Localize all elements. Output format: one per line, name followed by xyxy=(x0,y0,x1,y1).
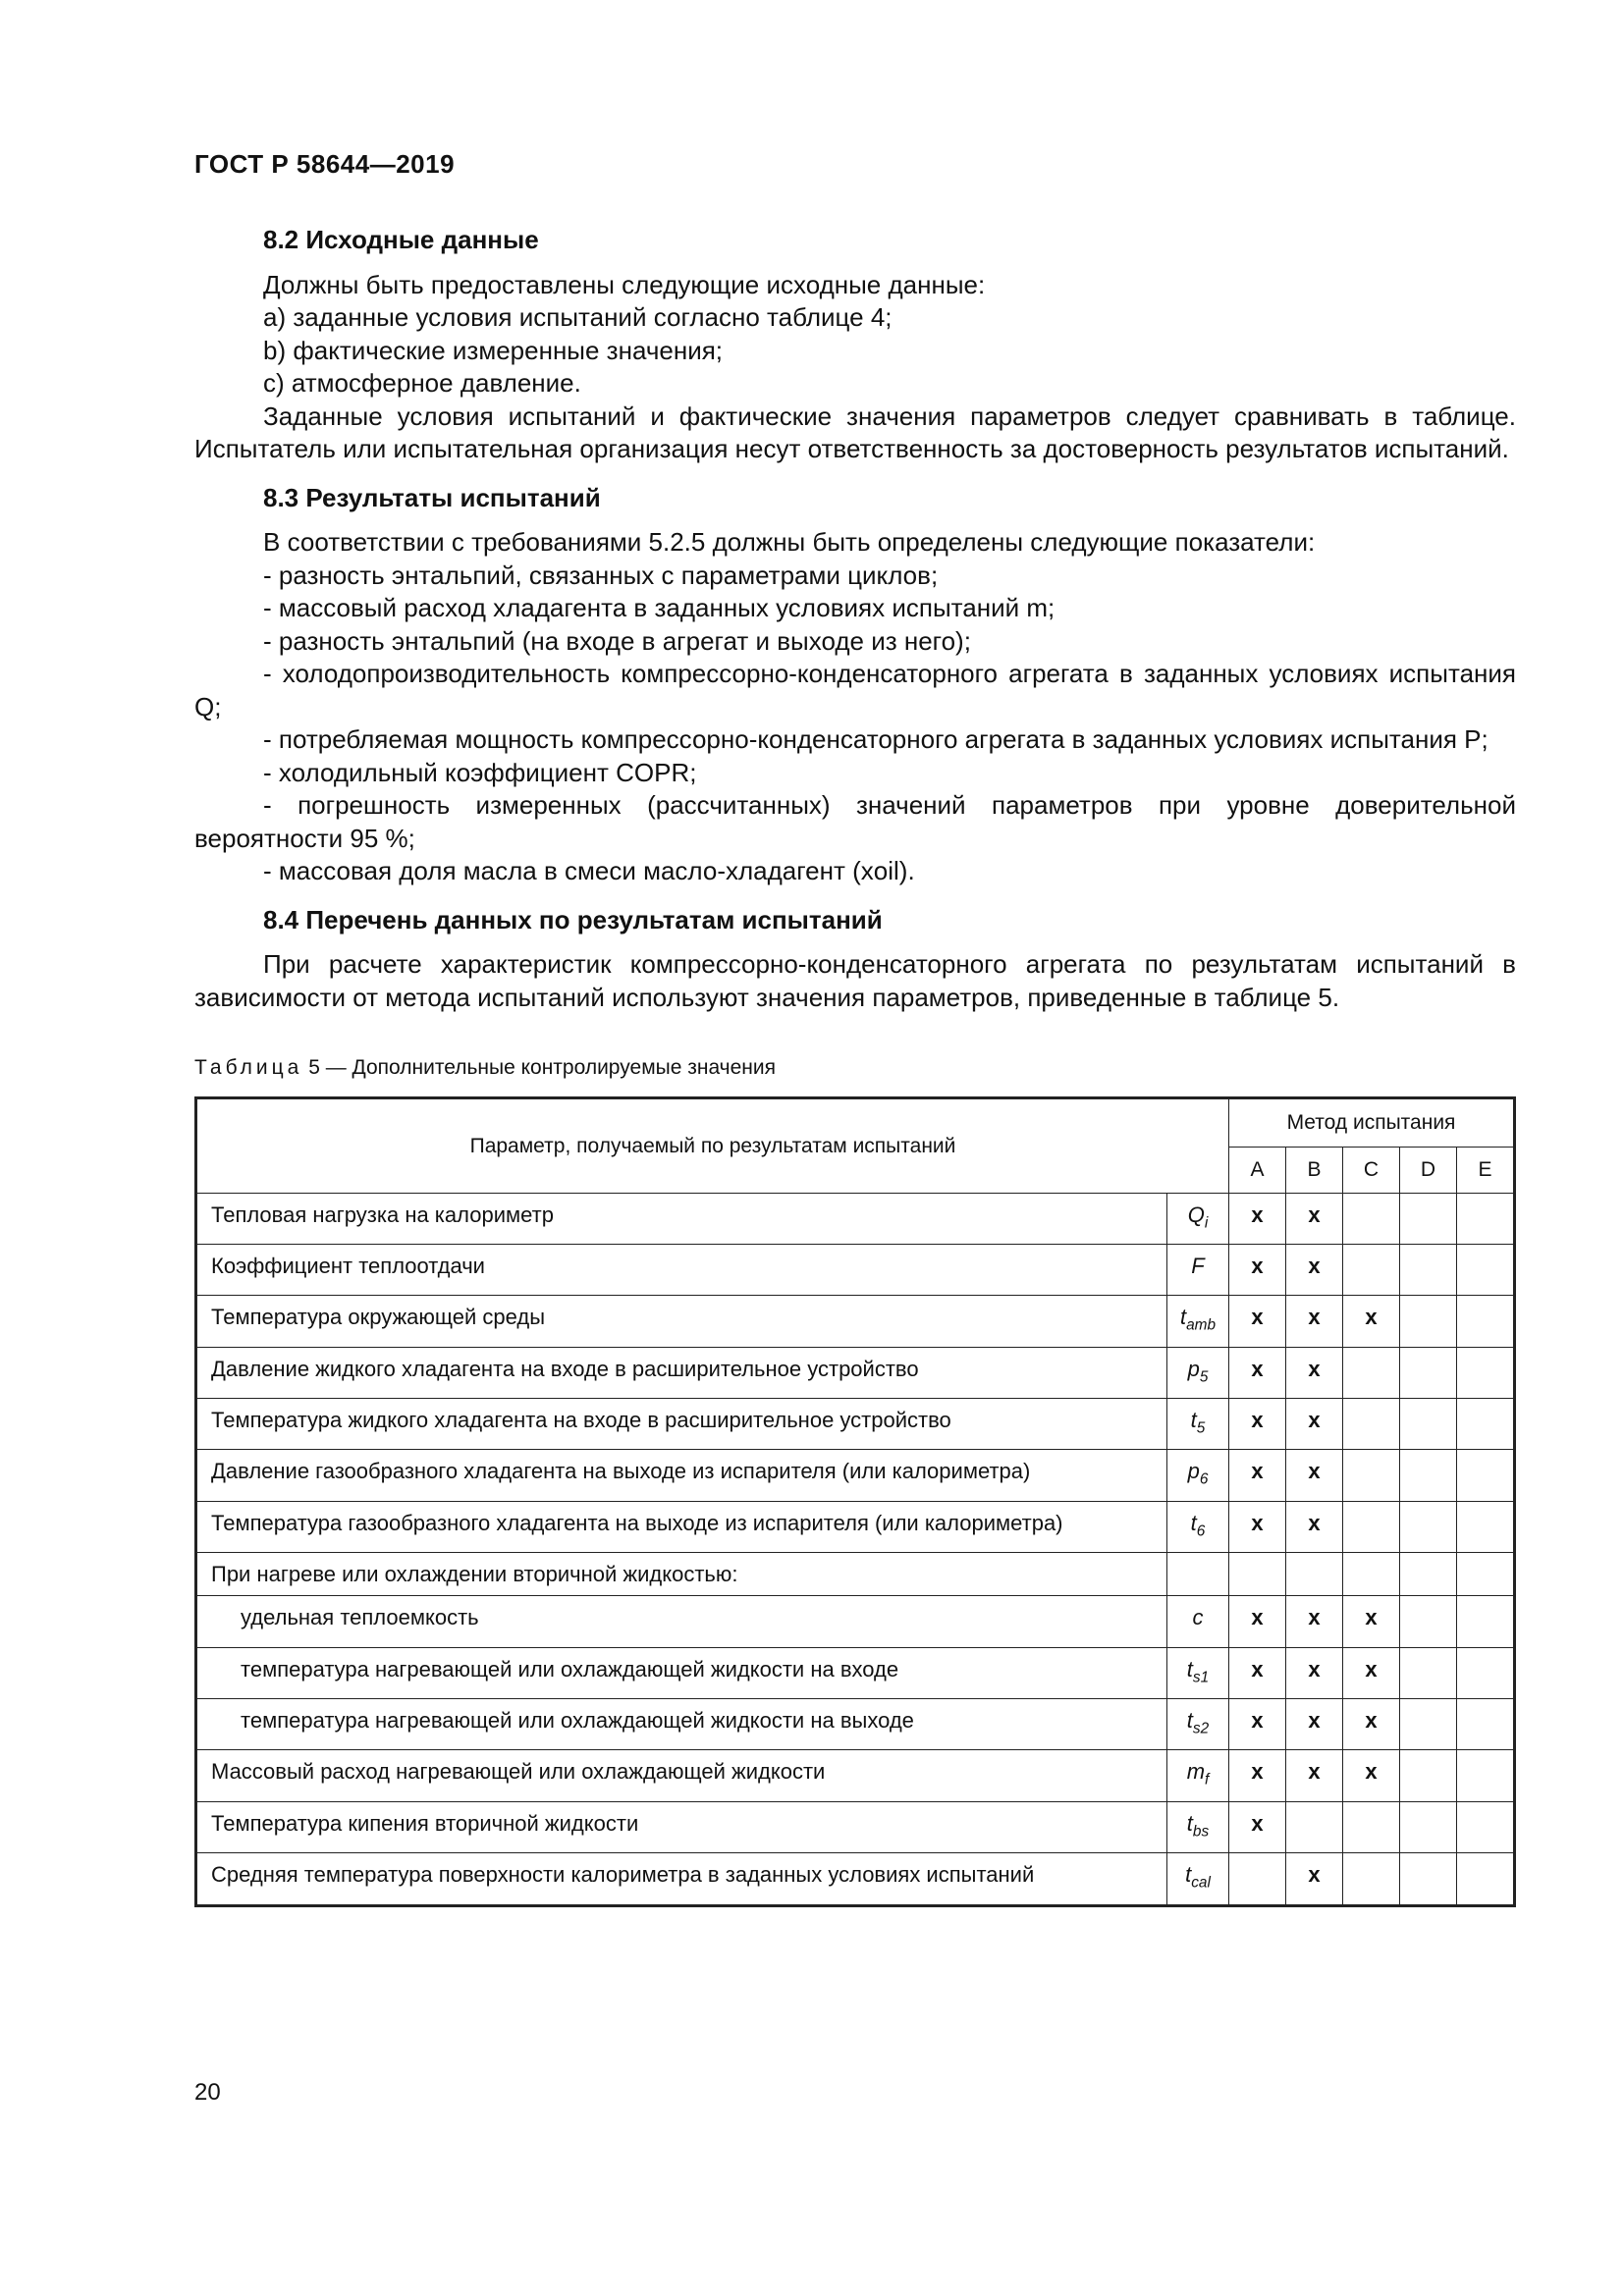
symbol-cell xyxy=(1167,1193,1229,1244)
method-mark-c: x xyxy=(1343,1647,1400,1698)
list-item: c) атмосферное давление. xyxy=(263,368,581,398)
page-number: 20 xyxy=(194,2079,221,2106)
method-mark-e xyxy=(1457,1801,1515,1852)
method-mark-a xyxy=(1229,1553,1286,1596)
method-mark-d xyxy=(1400,1399,1457,1450)
method-mark-d xyxy=(1400,1244,1457,1295)
symbol: p xyxy=(1187,1356,1200,1381)
symbol: t xyxy=(1190,1408,1197,1433)
method-mark-b xyxy=(1286,1801,1343,1852)
symbol-cell xyxy=(1167,1347,1229,1398)
symbol-cell xyxy=(1167,1244,1229,1295)
symbol: m xyxy=(1186,1759,1206,1785)
method-mark-b xyxy=(1286,1553,1343,1596)
symbol: t xyxy=(1190,1510,1197,1535)
method-mark-d xyxy=(1400,1596,1457,1647)
list-item: - массовый расход хладагента в заданных условиях испытаний m; xyxy=(263,593,1056,622)
symbol: t xyxy=(1186,1708,1193,1734)
method-e-header: E xyxy=(1457,1147,1515,1193)
param-cell: Давление жидкого хладагента на входе в расширительное устройство xyxy=(196,1347,1167,1398)
symbol-subscript: f xyxy=(1205,1771,1210,1789)
method-mark-e xyxy=(1457,1750,1515,1801)
list-item: - холодопроизводительность компрессорно-конденсаторного агрегата в заданных условиях испытания Q; xyxy=(194,659,1516,721)
symbol-cell xyxy=(1167,1750,1229,1801)
method-mark-a: x xyxy=(1229,1244,1286,1295)
method-mark-a: x xyxy=(1229,1193,1286,1244)
symbol: Q xyxy=(1187,1201,1205,1227)
param-cell: При нагреве или охлаждении вторичной жидкостью: xyxy=(196,1553,1167,1596)
method-mark-b: x xyxy=(1286,1750,1343,1801)
method-mark-c: x xyxy=(1343,1750,1400,1801)
symbol-cell xyxy=(1167,1647,1229,1698)
method-mark-e xyxy=(1457,1296,1515,1347)
method-mark-c xyxy=(1343,1553,1400,1596)
table-row xyxy=(196,1399,1515,1450)
symbol-cell xyxy=(1167,1801,1229,1852)
table-caption-label: Таблица xyxy=(194,1056,303,1079)
method-column-header: Метод испытания xyxy=(1229,1097,1515,1147)
list-item: - холодильный коэффициент COPR; xyxy=(263,757,697,787)
method-mark-a: x xyxy=(1229,1596,1286,1647)
method-mark-c xyxy=(1343,1399,1400,1450)
symbol-subscript: cal xyxy=(1191,1874,1211,1892)
symbol-cell xyxy=(1167,1699,1229,1750)
method-mark-b: x xyxy=(1286,1399,1343,1450)
method-mark-d xyxy=(1400,1647,1457,1698)
section-8-4-title: 8.4 Перечень данных по результатам испытаний xyxy=(263,904,883,934)
method-mark-a: x xyxy=(1229,1801,1286,1852)
symbol-subscript: s1 xyxy=(1192,1669,1210,1686)
table-row xyxy=(196,1553,1515,1596)
table-row xyxy=(196,1347,1515,1398)
table-row xyxy=(196,1647,1515,1698)
symbol-subscript: 6 xyxy=(1196,1522,1206,1540)
method-mark-b: x xyxy=(1286,1347,1343,1398)
table-caption xyxy=(194,1051,1516,1085)
method-mark-d xyxy=(1400,1553,1457,1596)
method-mark-b: x xyxy=(1286,1244,1343,1295)
symbol-cell xyxy=(1167,1296,1229,1347)
param-cell: Температура жидкого хладагента на входе в расширительное устройство xyxy=(196,1399,1167,1450)
method-mark-e xyxy=(1457,1699,1515,1750)
list-item: a) заданные условия испытаний согласно таблице 4; xyxy=(263,302,893,332)
param-cell: Массовый расход нагревающей или охлаждающей жидкости xyxy=(196,1750,1167,1801)
method-mark-d xyxy=(1400,1193,1457,1244)
symbol-subscript: 5 xyxy=(1199,1368,1209,1386)
method-mark-c xyxy=(1343,1450,1400,1501)
section-8-2-title: 8.2 Исходные данные xyxy=(263,225,539,254)
list-item: - погрешность измеренных (рассчитанных) значений параметров при уровне доверительной вероятности 95 %; xyxy=(194,790,1516,853)
section-8-2-paragraph: Заданные условия испытаний и фактические значения параметров следует сравнивать в таблице. Испытатель или испытательная организация несут ответственность за достоверность результатов испытаний. xyxy=(194,400,1516,463)
method-a-header: A xyxy=(1229,1147,1286,1193)
method-mark-a: x xyxy=(1229,1699,1286,1750)
symbol: p xyxy=(1187,1459,1200,1484)
method-mark-b: x xyxy=(1286,1699,1343,1750)
section-8-3-title: 8.3 Результаты испытаний xyxy=(263,482,601,512)
symbol: t xyxy=(1185,1862,1192,1888)
section-8-2-intro: Должны быть предоставлены следующие исходные данные: xyxy=(263,269,986,299)
method-mark-e xyxy=(1457,1347,1515,1398)
method-mark-a: x xyxy=(1229,1647,1286,1698)
method-mark-a: x xyxy=(1229,1750,1286,1801)
method-mark-e xyxy=(1457,1450,1515,1501)
param-cell: Температура газообразного хладагента на выходе из испарителя (или калориметра) xyxy=(196,1501,1167,1552)
param-cell: температура нагревающей или охлаждающей жидкости на выходе xyxy=(196,1699,1167,1750)
method-mark-c xyxy=(1343,1193,1400,1244)
method-mark-c: x xyxy=(1343,1699,1400,1750)
table-row xyxy=(196,1750,1515,1801)
symbol: t xyxy=(1186,1656,1193,1682)
param-cell: температура нагревающей или охлаждающей жидкости на входе xyxy=(196,1647,1167,1698)
symbol-cell xyxy=(1167,1501,1229,1552)
symbol: F xyxy=(1191,1253,1205,1278)
method-mark-e xyxy=(1457,1244,1515,1295)
method-mark-a: x xyxy=(1229,1501,1286,1552)
method-mark-e xyxy=(1457,1193,1515,1244)
table-row xyxy=(196,1853,1515,1905)
symbol-subscript: amb xyxy=(1186,1316,1217,1334)
method-mark-e xyxy=(1457,1596,1515,1647)
method-mark-c xyxy=(1343,1801,1400,1852)
method-mark-d xyxy=(1400,1347,1457,1398)
list-item: - разность энтальпий, связанных с параметрами циклов; xyxy=(263,560,939,590)
method-mark-a: x xyxy=(1229,1347,1286,1398)
table-row xyxy=(196,1244,1515,1295)
document-body xyxy=(194,224,1516,1907)
method-mark-e xyxy=(1457,1853,1515,1905)
method-mark-a: x xyxy=(1229,1450,1286,1501)
symbol-cell xyxy=(1167,1853,1229,1905)
symbol: t xyxy=(1179,1305,1187,1330)
method-mark-e xyxy=(1457,1647,1515,1698)
table-row xyxy=(196,1596,1515,1647)
table-row xyxy=(196,1296,1515,1347)
method-mark-a xyxy=(1229,1853,1286,1905)
method-mark-b: x xyxy=(1286,1296,1343,1347)
symbol-cell xyxy=(1167,1596,1229,1647)
table-row xyxy=(196,1501,1515,1552)
method-mark-e xyxy=(1457,1501,1515,1552)
param-cell: Давление газообразного хладагента на выходе из испарителя (или калориметра) xyxy=(196,1450,1167,1501)
method-mark-b: x xyxy=(1286,1501,1343,1552)
method-mark-a: x xyxy=(1229,1296,1286,1347)
method-d-header: D xyxy=(1400,1147,1457,1193)
param-cell: Температура кипения вторичной жидкости xyxy=(196,1801,1167,1852)
symbol-subscript: i xyxy=(1204,1213,1209,1231)
list-item: b) фактические измеренные значения; xyxy=(263,335,724,365)
param-cell: Коэффициент теплоотдачи xyxy=(196,1244,1167,1295)
method-mark-b: x xyxy=(1286,1853,1343,1905)
table-row xyxy=(196,1450,1515,1501)
method-mark-e xyxy=(1457,1399,1515,1450)
symbol-cell xyxy=(1167,1553,1229,1596)
method-mark-c xyxy=(1343,1244,1400,1295)
list-item: - массовая доля масла в смеси масло-хладагент (xoil). xyxy=(263,856,915,885)
table-row xyxy=(196,1699,1515,1750)
method-mark-b: x xyxy=(1286,1596,1343,1647)
symbol-cell xyxy=(1167,1399,1229,1450)
method-mark-b: x xyxy=(1286,1450,1343,1501)
symbol-subscript: 6 xyxy=(1199,1470,1209,1488)
symbol: t xyxy=(1186,1810,1193,1836)
param-column-header: Параметр, получаемый по результатам испытаний xyxy=(196,1097,1229,1193)
param-cell: Температура окружающей среды xyxy=(196,1296,1167,1347)
method-mark-d xyxy=(1400,1501,1457,1552)
symbol-subscript: 5 xyxy=(1196,1419,1206,1437)
section-8-4-paragraph: При расчете характеристик компрессорно-конденсаторного агрегата по результатам испытаний в зависимости от метода испытаний используют значения параметров, приведенные в таблице 5. xyxy=(194,949,1516,1012)
param-cell: Тепловая нагрузка на калориметр xyxy=(196,1193,1167,1244)
method-mark-c: x xyxy=(1343,1296,1400,1347)
method-mark-b: x xyxy=(1286,1193,1343,1244)
table-row xyxy=(196,1193,1515,1244)
param-cell: Средняя температура поверхности калориметра в заданных условиях испытаний xyxy=(196,1853,1167,1905)
method-mark-e xyxy=(1457,1553,1515,1596)
method-b-header: B xyxy=(1286,1147,1343,1193)
section-8-3-intro: В соответствии с требованиями 5.2.5 должны быть определены следующие показатели: xyxy=(263,527,1316,557)
method-mark-c xyxy=(1343,1347,1400,1398)
method-mark-a: x xyxy=(1229,1399,1286,1450)
method-mark-d xyxy=(1400,1296,1457,1347)
method-mark-d xyxy=(1400,1699,1457,1750)
data-table xyxy=(194,1096,1516,1907)
list-item: - разность энтальпий (на входе в агрегат и выходе из него); xyxy=(263,625,971,656)
symbol-subscript: s2 xyxy=(1192,1720,1210,1737)
list-item: - потребляемая мощность компрессорно-конденсаторного агрегата в заданных условиях испытания P; xyxy=(263,724,1489,754)
method-mark-d xyxy=(1400,1750,1457,1801)
table-row xyxy=(196,1801,1515,1852)
method-mark-d xyxy=(1400,1801,1457,1852)
method-mark-c: x xyxy=(1343,1596,1400,1647)
method-c-header: C xyxy=(1343,1147,1400,1193)
table-caption-text: 5 — Дополнительные контролируемые значения xyxy=(308,1056,776,1079)
method-mark-c xyxy=(1343,1853,1400,1905)
param-cell: удельная теплоемкость xyxy=(196,1596,1167,1647)
symbol: c xyxy=(1192,1605,1204,1630)
document-header: ГОСТ Р 58644—2019 xyxy=(194,149,456,179)
method-mark-d xyxy=(1400,1853,1457,1905)
symbol-cell xyxy=(1167,1450,1229,1501)
symbol-subscript: bs xyxy=(1192,1823,1210,1841)
method-mark-d xyxy=(1400,1450,1457,1501)
method-mark-c xyxy=(1343,1501,1400,1552)
method-mark-b: x xyxy=(1286,1647,1343,1698)
